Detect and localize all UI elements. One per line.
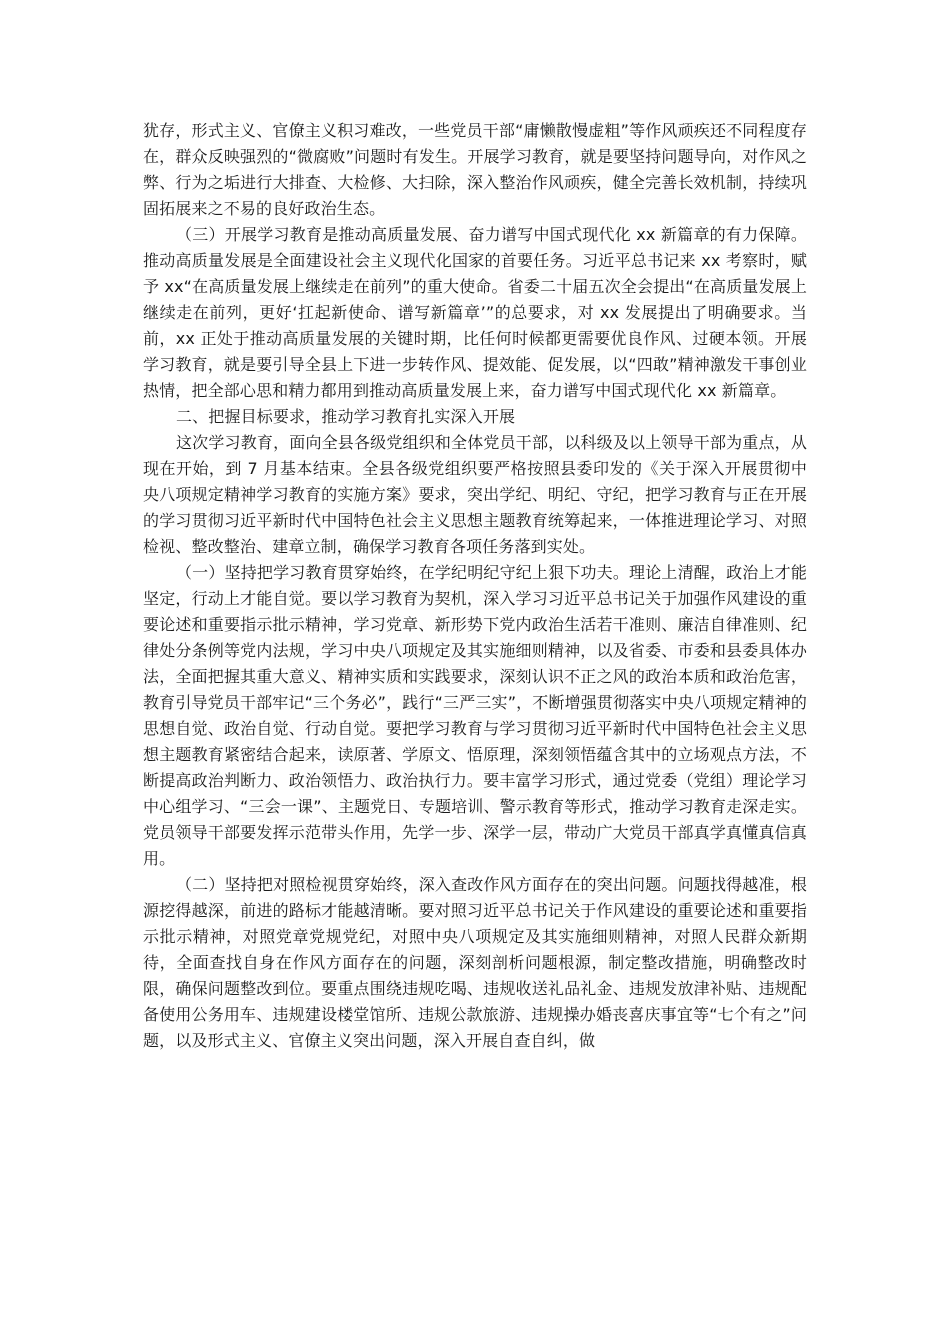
body-paragraph: （一）坚持把学习教育贯穿始终，在学纪明纪守纪上狠下功夫。理论上清醒，政治上才能坚定，行动上才能自觉。要以学习教育为契机，深入学习习近平总书记关于加强作风建设的重要论述和重要指示批示精神，学习党章、新形势下党内政治生活若干准则、廉洁自律准则、纪律处分条例等党内法规，学习中央八项规定及其实施细则精神，以及省委、市委和县委具体办法，全面把握其重大意义、精神实质和实践要求，深刻认识不正之风的政治本质和政治危害，教育引导党员干部牢记“三个务必”，践行“三严三实”，不断增强贯彻落实中央八项规定精神的思想自觉、政治自觉、行动自觉。要把学习教育与学习贯彻习近平新时代中国特色社会主义思想主题教育紧密结合起来，读原著、学原文、悟原理，深刻领悟蕴含其中的立场观点方法，不断提高政治判断力、政治领悟力、政治执行力。要丰富学习形式，通过党委（党组）理论学习中心组学习、“三会一课”、主题党日、专题培训、警示教育等形式，推动学习教育走深走实。党员领导干部要发挥示范带头作用，先学一步、深学一层，带动广大党员干部真学真懂真信真用。 xyxy=(143,563,807,868)
document-page xyxy=(143,118,807,1318)
body-paragraph: （二）坚持把对照检视贯穿始终，深入查改作风方面存在的突出问题。问题找得越准，根源挖得越深，前进的路标才能越清晰。要对照习近平总书记关于作风建设的重要论述和重要指示批示精神，对照党章党规党纪，对照中央八项规定及其实施细则精神，对照人民群众新期待，全面查找自身在作风方面存在的问题，深刻剖析问题根源，制定整改措施，明确整改时限，确保问题整改到位。要重点围绕违规吃喝、违规收送礼品礼金、违规发放津补贴、违规配备使用公务用车、违规建设楼堂馆所、违规公款旅游、违规操办婚丧喜庆事宜等“七个有之”问题，以及形式主义、官僚主义突出问题，深入开展自查自纠，做 xyxy=(143,875,807,1050)
body-paragraph: （三）开展学习教育是推动高质量发展、奋力谱写中国式现代化 xx 新篇章的有力保障。推动高质量发展是全面建设社会主义现代化国家的首要任务。习近平总书记来 xx 考察时，赋予 xx“在高质量发展上继续走在前列”的重大使命。省委二十届五次全会提出“在高质量发展上继续走在前列，更好‘扛起新使命、谱写新篇章’”的总要求，对 xx 发展提出了明确要求。当前，xx 正处于推动高质量发展的关键时期，比任何时候都更需要优良作风、过硬本领。开展学习教育，就是要引导全县上下进一步转作风、提效能、促发展，以“四敢”精神激发干事创业热情，把全部心思和精力都用到推动高质量发展上来，奋力谱写中国式现代化 xx 新篇章。 xyxy=(143,225,807,400)
body-paragraph: 犹存，形式主义、官僚主义积习难改，一些党员干部“庸懒散慢虚粗”等作风顽疾还不同程度存在，群众反映强烈的“微腐败”问题时有发生。开展学习教育，就是要坚持问题导向，对作风之弊、行为之垢进行大排查、大检修、大扫除，深入整治作风顽疾，健全完善长效机制，持续巩固拓展来之不易的良好政治生态。 xyxy=(143,121,807,218)
section-heading: 二、把握目标要求，推动学习教育扎实深入开展 xyxy=(176,407,516,426)
body-paragraph: 这次学习教育，面向全县各级党组织和全体党员干部，以科级及以上领导干部为重点，从现在开始，到 7 月基本结束。全县各级党组织要严格按照县委印发的《关于深入开展贯彻中央八项规定精神学习教育的实施方案》要求，突出学纪、明纪、守纪，把学习教育与正在开展的学习贯彻习近平新时代中国特色社会主义思想主题教育统筹起来，一体推进理论学习、对照检视、整改整治、建章立制，确保学习教育各项任务落到实处。 xyxy=(143,433,807,556)
